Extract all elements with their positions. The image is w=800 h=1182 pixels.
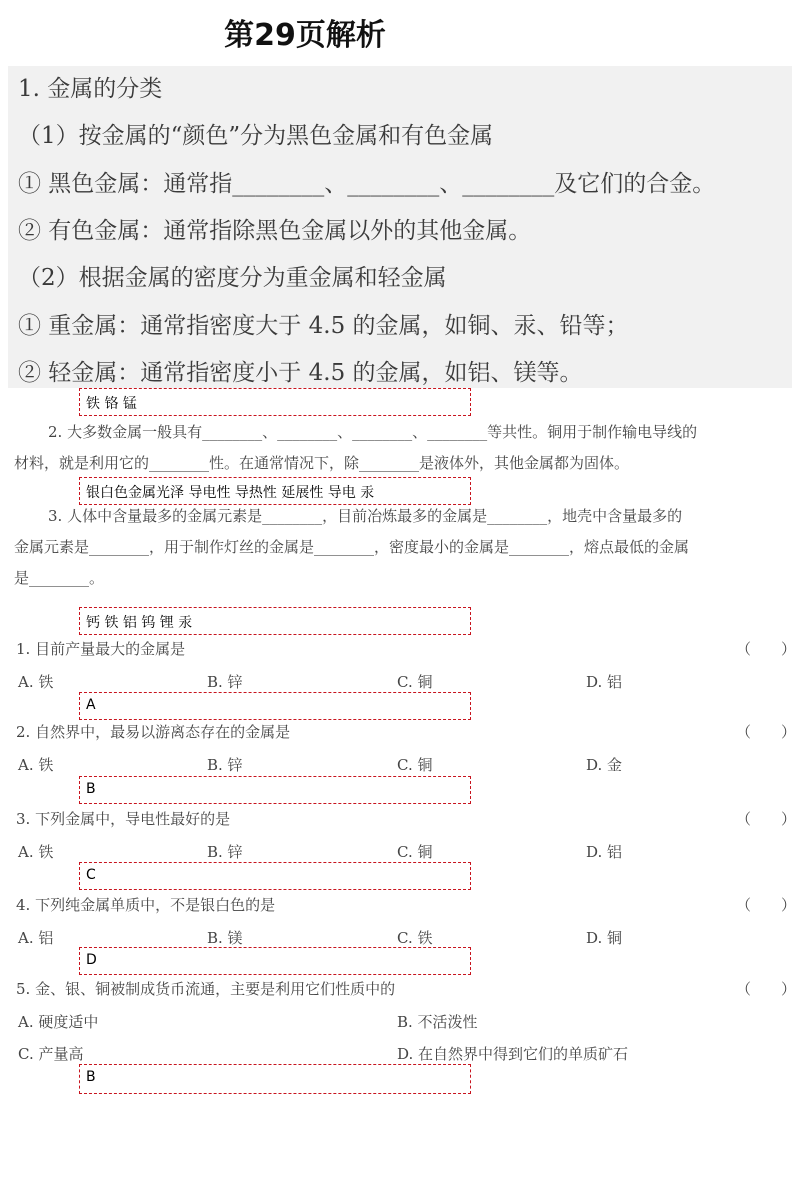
option-d: D. 铝 [586,673,623,691]
option-c: C. 铜 [397,673,433,691]
answer-paren: （ ） [736,896,797,914]
textbook-line: ② 有色金属：通常指除黑色金属以外的其他金属。 [18,218,532,244]
textbook-line: ① 黑色金属：通常指________、________、________及它们的合金。 [18,171,716,197]
option-a: A. 铁 [18,673,54,691]
answer-box: 钙 铁 铝 钨 锂 汞 [79,607,471,635]
option-d: D. 铜 [586,929,623,947]
option-a: A. 铝 [18,929,54,947]
answer-paren: （ ） [736,810,797,828]
question-text: 材料，就是利用它的________性。在通常情况下，除________是液体外，其他金属都为固体。 [14,454,630,472]
mc-question: 3. 下列金属中，导电性最好的是 [16,810,231,828]
question-text: 是________。 [14,569,105,587]
option-c: C. 铜 [397,843,433,861]
option-d: D. 铝 [586,843,623,861]
option-b: B. 镁 [207,929,243,947]
option-d: D. 在自然界中得到它们的单质矿石 [397,1045,629,1063]
option-a: A. 铁 [18,843,54,861]
mc-question: 4. 下列纯金属单质中，不是银白色的是 [16,896,276,914]
option-a: A. 硬度适中 [18,1013,99,1031]
question-text: 3. 人体中含量最多的金属元素是________，目前冶炼最多的金属是________，地壳中含量最多的 [48,507,683,525]
textbook-line: 1. 金属的分类 [18,76,163,102]
answer-box: 银白色金属光泽 导电性 导热性 延展性 导电 汞 [79,477,471,505]
option-b: B. 不活泼性 [397,1013,478,1031]
answer-box: B [79,1064,471,1094]
mc-question: 5. 金、银、铜被制成货币流通，主要是利用它们性质中的 [16,980,396,998]
answer-box: A [79,692,471,720]
mc-question: 1. 目前产量最大的金属是 [16,640,186,658]
answer-paren: （ ） [736,640,797,658]
option-b: B. 锌 [207,756,243,774]
answer-box: C [79,862,471,890]
textbook-line: ② 轻金属：通常指密度小于 4.5 的金属，如铝、镁等。 [18,360,583,386]
textbook-line: （2）根据金属的密度分为重金属和轻金属 [18,265,447,291]
textbook-excerpt [8,66,792,388]
textbook-line: （1）按金属的“颜色”分为黑色金属和有色金属 [18,123,494,149]
option-b: B. 锌 [207,673,243,691]
option-c: C. 铁 [397,929,433,947]
answer-paren: （ ） [736,980,797,998]
option-a: A. 铁 [18,756,54,774]
page-title: 第29页解析 [224,18,386,53]
question-text: 金属元素是________，用于制作灯丝的金属是________，密度最小的金属是________，熔点最低的金属 [14,538,690,556]
option-c: C. 产量高 [18,1045,84,1063]
answer-box: B [79,776,471,804]
answer-box: 铁 铬 锰 [79,388,471,416]
question-text: 2. 大多数金属一般具有________、________、________、________等共性。铜用于制作输电导线的 [48,423,698,441]
answer-box: D [79,947,471,975]
answer-paren: （ ） [736,723,797,741]
option-d: D. 金 [586,756,623,774]
textbook-line: ① 重金属：通常指密度大于 4.5 的金属，如铜、汞、铅等； [18,313,629,339]
option-c: C. 铜 [397,756,433,774]
mc-question: 2. 自然界中，最易以游离态存在的金属是 [16,723,291,741]
option-b: B. 锌 [207,843,243,861]
